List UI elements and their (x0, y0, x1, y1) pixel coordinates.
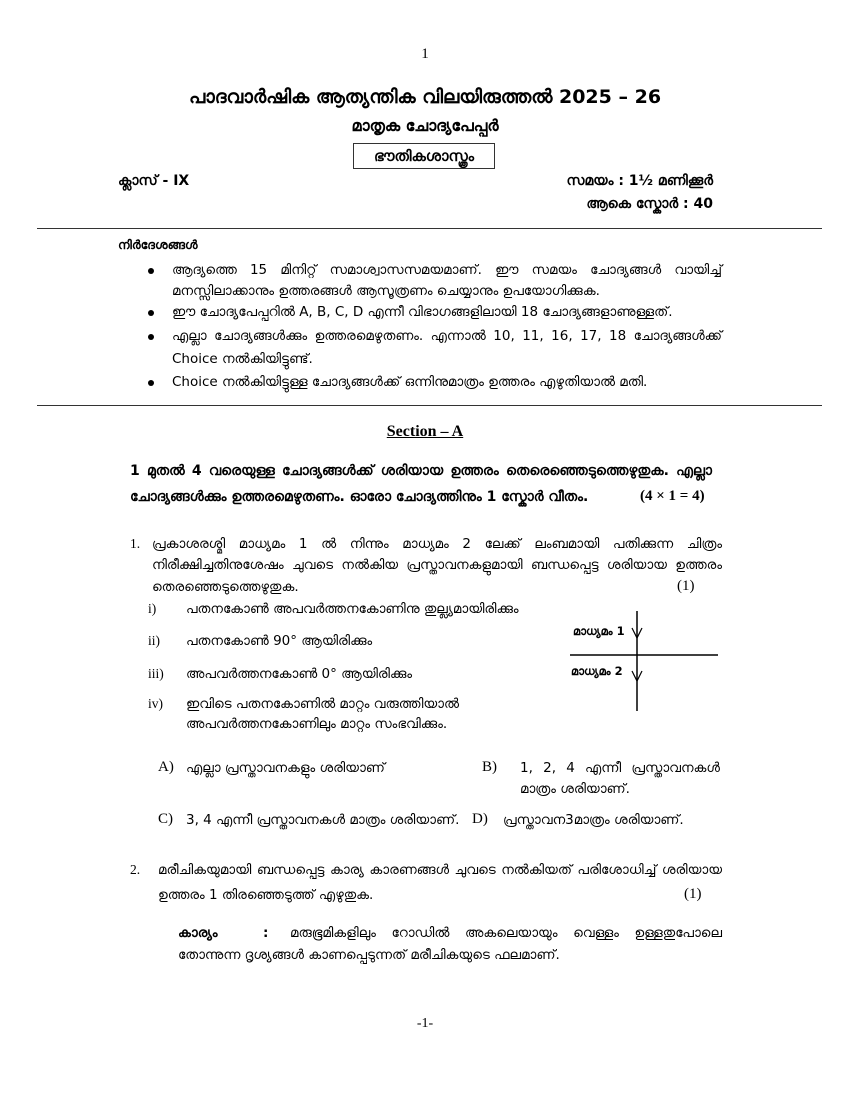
instruction-item: ആദ്യത്തെ 15 മിനിറ്റ് സമാശ്വാസസമയമാണ്. ഈ സമയം ചോദ്യങ്ങൾ വായിച്ച് (172, 262, 722, 278)
statement-text: ഇവിടെ പതനകോണിൽ മാറ്റം വരുത്തിയാൽ (186, 696, 460, 712)
option-text: പ്രസ്താവന3മാത്രം ശരിയാണ്. (503, 812, 684, 828)
effect-text: മരുഭൂമികളിലും റോഡിൽ അകലെയായും വെള്ളം ഉള്ളതുപോലെ (290, 925, 722, 941)
option-text-cont: മാത്രം ശരിയാണ്. (520, 781, 630, 797)
total-score-label: ആകെ സ്കോർ : 40 (586, 196, 713, 212)
instruction-item: Choice നൽകിയിട്ടുള്ള ചോദ്യങ്ങൾക്ക് ഒന്നിനുമാത്രം ഉത്തരം എഴുതിയാൽ മതി. (172, 374, 648, 390)
option-label: D) (472, 811, 488, 827)
statement-text: പതനകോൺ അപവർത്തനകോണിനു തുല്ല്യമായിരിക്കും (186, 601, 519, 617)
page-footer: -1- (416, 1016, 434, 1031)
page-number-top: 1 (421, 46, 429, 62)
instruction-item: എല്ലാ ചോദ്യങ്ങൾക്കും ഉത്തരമെഴുതണം. എന്നാൽ 10, 11, 16, 17, 18 ചോദ്യങ്ങൾക്ക് (172, 328, 722, 344)
statement-text: പതനകോൺ 90° ആയിരിക്കും (186, 633, 373, 649)
effect-text-cont: തോന്നുന്ന ദൃശ്യങ്ങൾ കാണപ്പെടുന്നത് മരീചികയുടെ ഫലമാണ്. (178, 947, 560, 963)
question-text: മരീചികയുമായി ബന്ധപ്പെട്ട കാര്യ കാരണങ്ങൾ ചുവടെ നൽകിയത് പരിശോധിച്ച് ശരിയായ (158, 862, 722, 878)
instructions-heading: നിർദേശങ്ങൾ (118, 237, 198, 252)
effect-colon: : (263, 925, 269, 941)
instruction-item-cont: Choice നൽകിയിട്ടുണ്ട്. (172, 351, 313, 367)
option-label: A) (158, 759, 174, 775)
statement-label: ii) (148, 633, 160, 648)
instruction-item-cont: മനസ്സിലാക്കാനും ഉത്തരങ്ങൾ ആസൂത്രണം ചെയ്യാനും ഉപയോഗിക്കുക. (172, 283, 600, 299)
arrow-icon (632, 671, 642, 681)
effect-label: കാര്യം (178, 925, 218, 941)
statement-label: iv) (148, 696, 163, 711)
section-instruction-cont: ചോദ്യങ്ങൾക്കും ഉത്തരമെഴുതണം. ഓരോ ചോദ്യത്തിനും 1 സ്കോർ വീതം. (130, 489, 589, 505)
bullet-icon (148, 334, 154, 340)
subject-box (353, 143, 495, 169)
bullet-icon (148, 268, 154, 274)
section-instruction: 1 മുതൽ 4 വരെയുള്ള ചോദ്യങ്ങൾക്ക് ശരിയായ ഉത്തരം തെരെഞ്ഞെടുത്തെഴുതുക. എല്ലാ (130, 463, 712, 479)
medium-1-label: മാധ്യമം 1 (573, 624, 625, 638)
question-text: നിരീക്ഷിച്ചതിനുശേഷം ചുവടെ നൽകിയ പ്രസ്താവനകളുമായി ബന്ധപ്പെട്ട ശരിയായ ഉത്തരം (152, 557, 722, 573)
question-text: പ്രകാശരശ്മി മാധ്യമം 1 ൽ നിന്നും മാധ്യമം 2 ലേക്ക് ലംബമായി പതിക്കുന്ന ചിത്രം (152, 536, 722, 552)
arrow-icon (632, 628, 642, 638)
divider (37, 405, 822, 406)
page-subtitle: മാതൃക ചോദ്യപേപ്പർ (351, 116, 499, 135)
question-text: ഉത്തരം 1 തിരഞ്ഞെടുത്ത് എഴുതുക. (158, 887, 374, 903)
statement-text: അപവർത്തനകോൺ 0° ആയിരിക്കും (186, 666, 413, 682)
option-text: 1, 2, 4 എന്നീ പ്രസ്താവനകൾ (520, 760, 720, 776)
option-label: C) (158, 811, 173, 827)
statement-label: i) (148, 601, 157, 616)
bullet-icon (148, 310, 154, 316)
instruction-item: ഈ ചോദ്യപേപ്പറിൽ A, B, C, D എന്നീ വിഭാഗങ്ങളിലായി 18 ചോദ്യങ്ങളാണുള്ളത്. (172, 304, 673, 320)
class-label: ക്ലാസ് - IX (118, 173, 190, 189)
statement-text-cont: അപവർത്തനകോണിലും മാറ്റം സംഭവിക്കും. (186, 716, 448, 732)
section-title: Section – A (386, 423, 464, 440)
section-marks: (4 × 1 = 4) (640, 488, 705, 504)
time-label: സമയം : 1½ മണിക്കൂർ (566, 173, 713, 189)
page-title: പാദവാർഷിക ആത്യന്തിക വിലയിരുത്തൽ 2025 – 26 (188, 86, 662, 108)
medium-2-label: മാധ്യമം 2 (571, 664, 623, 678)
question-score: (1) (684, 886, 702, 902)
question-number: 2. (130, 862, 141, 877)
option-text: 3, 4 എന്നീ പ്രസ്താവനകൾ മാത്രം ശരിയാണ്. (186, 812, 460, 828)
option-text: എല്ലാ പ്രസ്താവനകളും ശരിയാണ് (186, 760, 385, 776)
question-text: തെരഞ്ഞെടുത്തെഴുതുക. (152, 579, 299, 595)
subject-label: ഭൗതികശാസ്ത്രം (373, 147, 475, 165)
option-label: B) (482, 759, 497, 775)
divider (37, 228, 822, 229)
bullet-icon (148, 380, 154, 386)
statement-label: iii) (148, 666, 164, 681)
question-number: 1. (130, 536, 141, 551)
question-score: (1) (677, 578, 695, 594)
